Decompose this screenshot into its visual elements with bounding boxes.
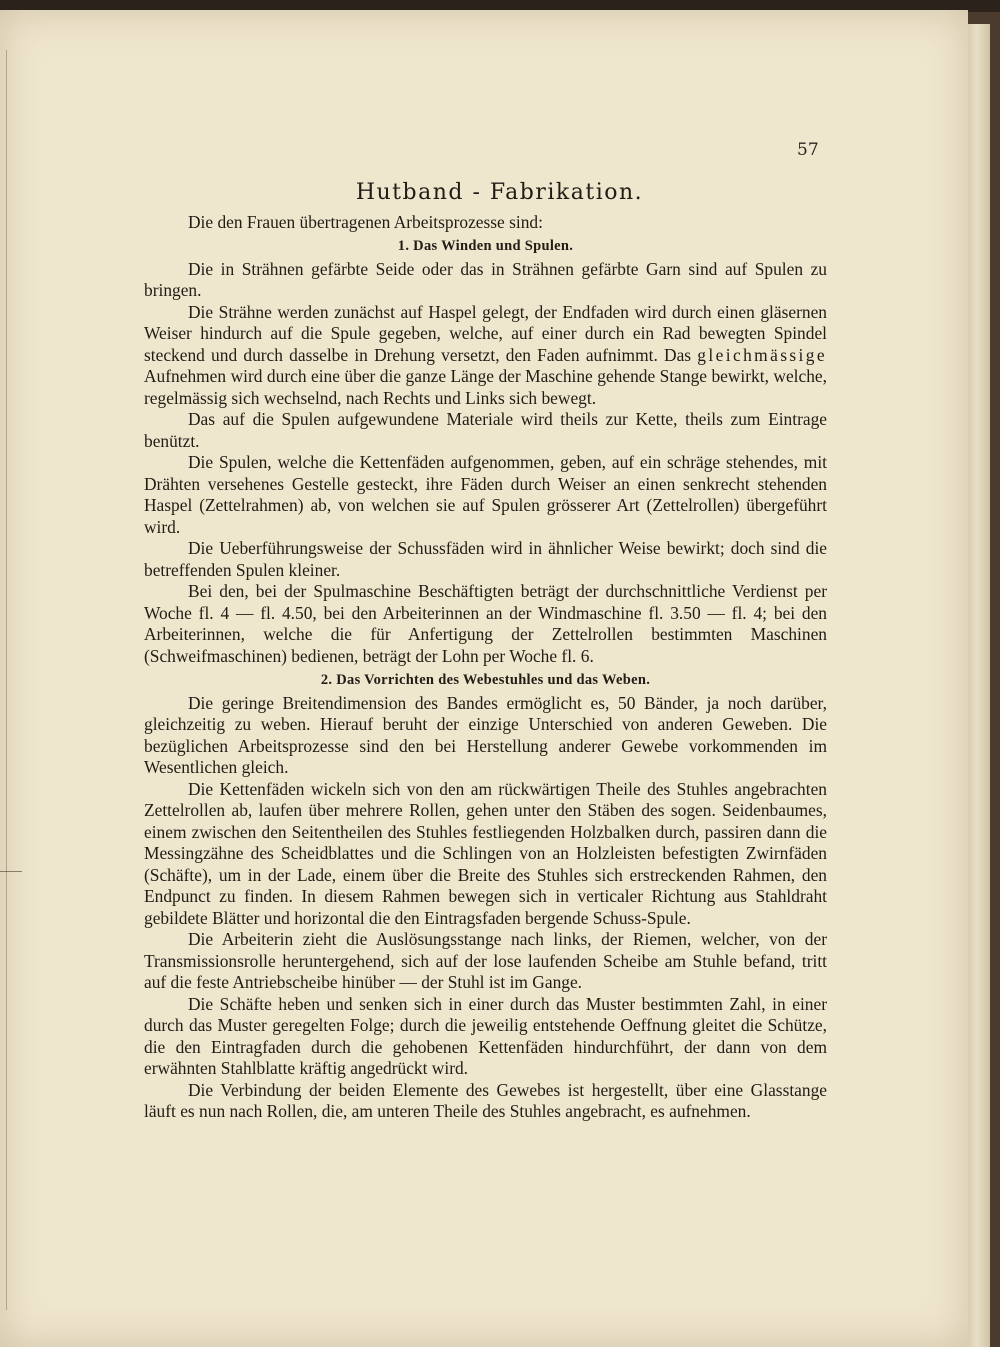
paragraph: Das auf die Spulen aufgewundene Materiale wird theils zur Kette, theils zum Eintrage benützt. [144, 409, 827, 451]
paragraph: Die Ueberführungsweise der Schussfäden wird in ähnlicher Weise bewirkt; doch sind die betreffenden Spulen kleiner. [144, 538, 827, 580]
page-content [144, 180, 827, 1123]
page-stack-edge [968, 24, 990, 1347]
section-heading-weben: 2. Das Vorrichten des Webestuhles und das Weben. [320, 672, 651, 688]
paragraph-text: Die Strähne werden zunächst auf Haspel gelegt, der Endfaden wird durch einen gläsernen Weiser hindurch auf die Spule gegeben, welche, auf einer durch ein Rad bewegten Spindel steckend und durch dasselbe in Drehung versetzt, den Faden aufnimmt. Das [144, 301, 827, 365]
page-title: Hutband - Fabrikation. [355, 180, 644, 205]
intro-paragraph: Die den Frauen übertragenen Arbeitsprozesse sind: [188, 211, 543, 232]
paragraph: Die geringe Breitendimension des Bandes ermöglicht es, 50 Bänder, ja noch darüber, gleichzeitig zu weben. Hierauf beruht der einzige Unterschied von anderen Geweben. Die bezüglichen Arbeitsprozesse sind den bei Herstellung anderer Gewebe vorkommenden im Wesentlichen gleich. [144, 692, 827, 777]
paragraph [144, 302, 827, 410]
paragraph: Die Schäfte heben und senken sich in einer durch das Muster bestimmten Zahl, in einer durch das Muster geregelten Folge; durch die jeweilig entstehende Oeffnung gleitet die Schütze, die den Eintragfaden durch die gehobenen Kettenfäden hindurchführt, der dann von dem erwähnten Stahlblatte kräftig angedrückt wird. [144, 993, 827, 1078]
paragraph: Bei den, bei der Spulmaschine Beschäftigten beträgt der durchschnittliche Verdienst per Woche fl. 4 — fl. 4.50, bei den Arbeiterinnen an der Windmaschine fl. 3.50 — fl. 4; bei den Arbeiterinnen, welche die für Anfertigung der Zettelrollen bestimmten Maschinen (Schweifmaschinen) bedienen, beträgt der Lohn per Woche fl. 6. [144, 581, 827, 666]
emphasized-word: gleichmässige [697, 344, 827, 365]
paragraph: Die Arbeiterin zieht die Auslösungsstange nach links, der Riemen, welcher, von der Transmissionsrolle heruntergehend, sich auf der lose laufenden Scheibe am Stuhle befand, tritt auf die feste Antriebscheibe hinüber — der Stuhl ist im Gange. [144, 929, 827, 992]
paragraph: Die in Strähnen gefärbte Seide oder das in Strähnen gefärbte Garn sind auf Spulen zu bringen. [144, 258, 827, 300]
paragraph: Die Kettenfäden wickeln sich von den am rückwärtigen Theile des Stuhles angebrachten Zettelrollen ab, laufen über mehrere Rollen, gehen unter den Stäben des sogen. Seidenbaumes, einem zwischen den Seitentheilen des Stuhles festliegenden Holzbalken durch, passiren dann die Messingzähne des Scheidblattes und die Schlingen von an Holzleisten befestigten Zwirnfäden (Schäfte), um in der Lade, einem über die Breite des Stuhles sich erstreckenden Rahmen, den Endpunct zu finden. In diesem Rahmen bewegen sich in verticaler Richtung aus Stahldraht gebildete Blätter und horizontal die den Eintragsfaden bergende Schuss-Spule. [144, 778, 827, 928]
book-page [0, 10, 968, 1347]
section-heading-winden: 1. Das Winden und Spulen. [397, 238, 574, 254]
page-number: 57 [797, 140, 819, 160]
paragraph: Die Verbindung der beiden Elemente des Gewebes ist hergestellt, über eine Glasstange läuft es nun nach Rollen, die, am unteren Theile des Stuhles angebracht, es aufnehmen. [144, 1079, 827, 1121]
paragraph: Die Spulen, welche die Kettenfäden aufgenommen, geben, auf ein schräge stehendes, mit Drähten versehenes Gestelle gesteckt, ihre Fäden durch Weiser an einen senkrecht stehenden Haspel (Zettelrahmen) ab, von welchen sie auf Spulen grösserer Art (Zettelrollen) übergeführt wird. [144, 452, 827, 537]
gutter-line [6, 50, 7, 1310]
paragraph-text: Aufnehmen wird durch eine über die ganze Länge der Maschine gehende Stange bewirkt, welche, regelmässig sich wechselnd, nach Rechts und Links sich bewegt. [144, 366, 827, 408]
margin-mark [0, 871, 22, 872]
